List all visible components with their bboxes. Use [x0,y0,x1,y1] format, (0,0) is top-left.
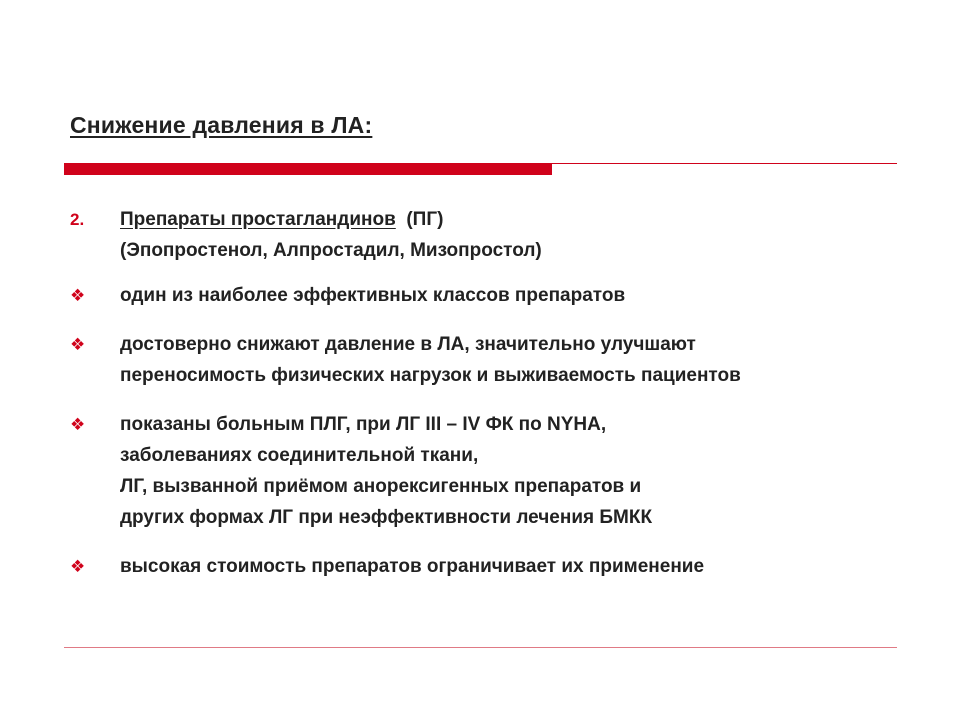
item-heading-line [120,204,910,235]
bullet-item [70,329,910,391]
slide-title: Снижение давления в ЛА: [70,112,373,138]
bullet-line: достоверно снижают давление в ЛА, значительно улучшают [120,334,696,355]
diamond-bullet-icon: ❖ [70,415,86,434]
item-heading: Препараты простагландинов [120,209,396,230]
bullet-line: заболеваниях соединительной ткани, [120,445,479,466]
title-divider-thick [64,164,552,175]
footer-divider [64,647,897,648]
item-number: 2. [70,210,85,229]
bullet-line: других формах ЛГ при неэффективности лечения БМКК [120,507,653,528]
bullet-line: один из наиболее эффективных классов препаратов [120,285,626,306]
bullet-line: высокая стоимость препаратов ограничивает их применение [120,556,705,577]
bullet-item [70,280,910,311]
diamond-bullet-icon: ❖ [70,557,86,576]
bullet-line: ЛГ, вызванной приёмом анорексигенных препаратов и [120,476,642,497]
item-heading-suffix: (ПГ) [395,209,444,230]
bullet-line: переносимость физических нагрузок и выживаемость пациентов [120,365,741,386]
numbered-item [70,204,910,266]
bullet-item [70,409,910,533]
bullet-item [70,551,910,582]
diamond-bullet-icon: ❖ [70,286,86,305]
slide-content [70,204,910,600]
item-subline: (Эпопростенол, Алпростадил, Мизопростол) [120,240,542,261]
bullet-line: показаны больным ПЛГ, при ЛГ III – IV ФК по NYHA, [120,414,607,435]
diamond-bullet-icon: ❖ [70,335,86,354]
